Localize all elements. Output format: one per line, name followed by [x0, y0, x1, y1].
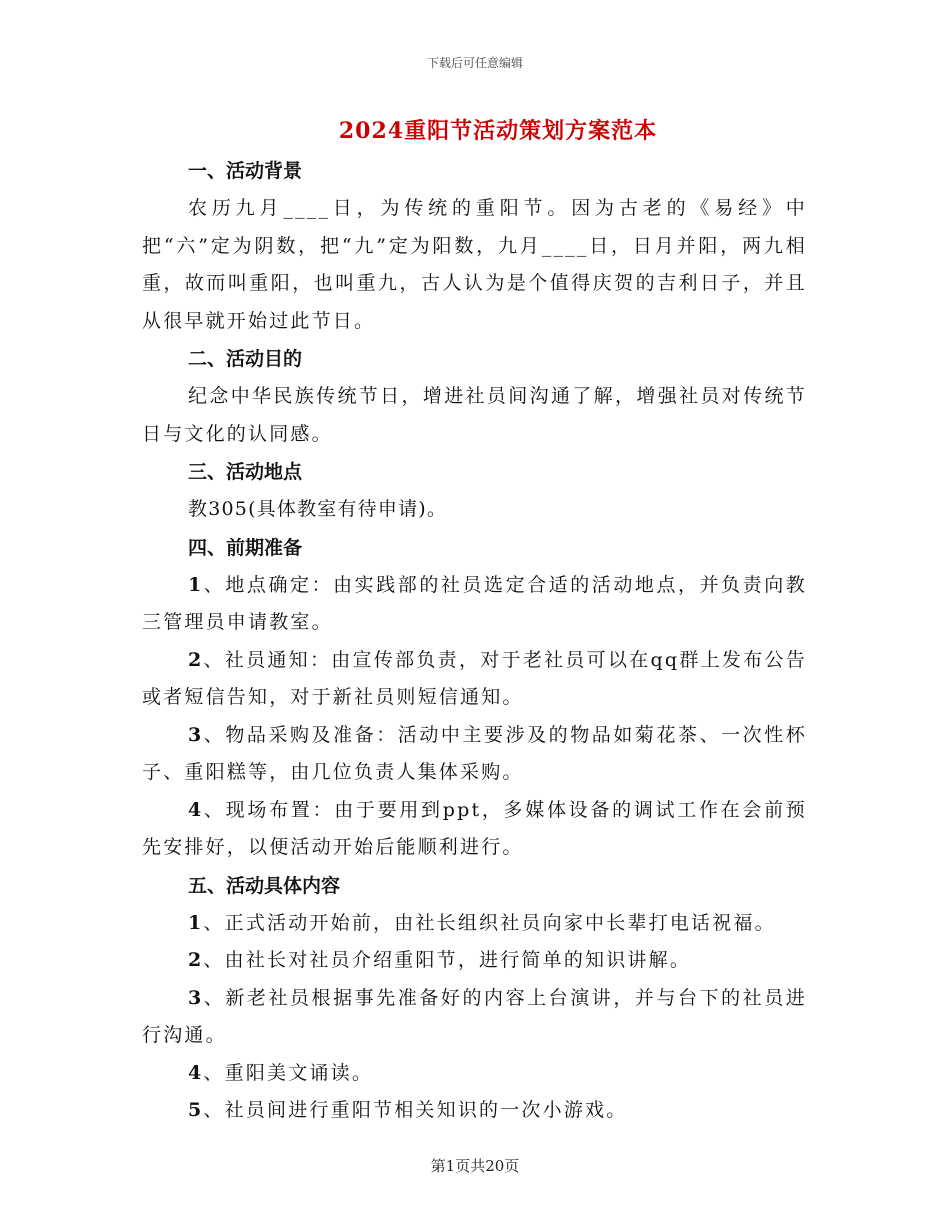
- list-item-number: 3: [188, 986, 204, 1009]
- section-paragraph: 农历九月____日，为传统的重阳节。因为古老的《易经》中把“六”定为阴数，把“九”定为阳数，九月____日，日月并阳，两九相重，故而叫重阳，也叫重九，古人认为是个值得庆贺的吉利日子，并且从很早就开始过此节日。: [142, 197, 807, 332]
- header-note: 下载后可任意编辑: [426, 56, 523, 70]
- list-item-text: 、正式活动开始前，由社长组织社员向家中长辈打电话祝福。: [203, 911, 776, 934]
- list-item: [142, 717, 807, 792]
- list-item-text: 、重阳美文诵读。: [203, 1061, 374, 1084]
- section-heading-background: 一、活动背景: [188, 160, 303, 182]
- list-item: [142, 1055, 807, 1093]
- list-item-number: 2: [188, 648, 204, 671]
- list-item-number: 2: [188, 949, 204, 971]
- document-body: [142, 152, 807, 1130]
- list-item-number: 4: [188, 798, 204, 821]
- list-item-text: 、地点确定：由实践部的社员选定合适的活动地点，并负责向教三管理员申请教室。: [142, 573, 807, 633]
- list-item-text: 、社员通知：由宣传部负责，对于老社员可以在qq群上发布公告或者短信告知，对于新社员则短信通知。: [142, 648, 807, 708]
- list-item-text: 、由社长对社员介绍重阳节，进行简单的知识讲解。: [203, 949, 692, 971]
- list-item-number: 4: [188, 1061, 204, 1084]
- document-title: 2024重阳节活动策划方案范本: [338, 118, 658, 144]
- section-heading-purpose: 二、活动目的: [188, 348, 303, 370]
- list-item: [142, 642, 807, 717]
- section-paragraph: 纪念中华民族传统节日，增进社员间沟通了解，增强社员对传统节日与文化的认同感。: [142, 385, 807, 445]
- section-heading-preparation: 四、前期准备: [188, 536, 303, 559]
- section-heading-content: 五、活动具体内容: [188, 874, 341, 897]
- page-number: 第1页共20页: [430, 1157, 520, 1175]
- section-heading-location: 三、活动地点: [188, 461, 303, 483]
- list-item: [142, 905, 807, 943]
- list-item-number: 5: [188, 1099, 204, 1121]
- list-item: [142, 942, 807, 980]
- list-item-number: 3: [188, 723, 204, 746]
- list-item: [142, 567, 807, 642]
- list-item: [142, 1092, 807, 1130]
- list-item-text: 、新老社员根据事先准备好的内容上台演讲，并与台下的社员进行沟通。: [142, 986, 807, 1046]
- list-item-number: 1: [188, 573, 204, 596]
- list-item: [142, 792, 807, 867]
- list-item: [142, 980, 807, 1055]
- list-item-text: 、社员间进行重阳节相关知识的一次小游戏。: [203, 1099, 628, 1121]
- list-item-number: 1: [188, 911, 204, 934]
- list-item-text: 、物品采购及准备：活动中主要涉及的物品如菊花茶、一次性杯子、重阳糕等，由几位负责人集体采购。: [142, 723, 807, 783]
- section-paragraph: 教305(具体教室有待申请)。: [188, 498, 448, 520]
- list-item-text: 、现场布置：由于要用到ppt，多媒体设备的调试工作在会前预先安排好，以便活动开始后能顺利进行。: [142, 798, 807, 858]
